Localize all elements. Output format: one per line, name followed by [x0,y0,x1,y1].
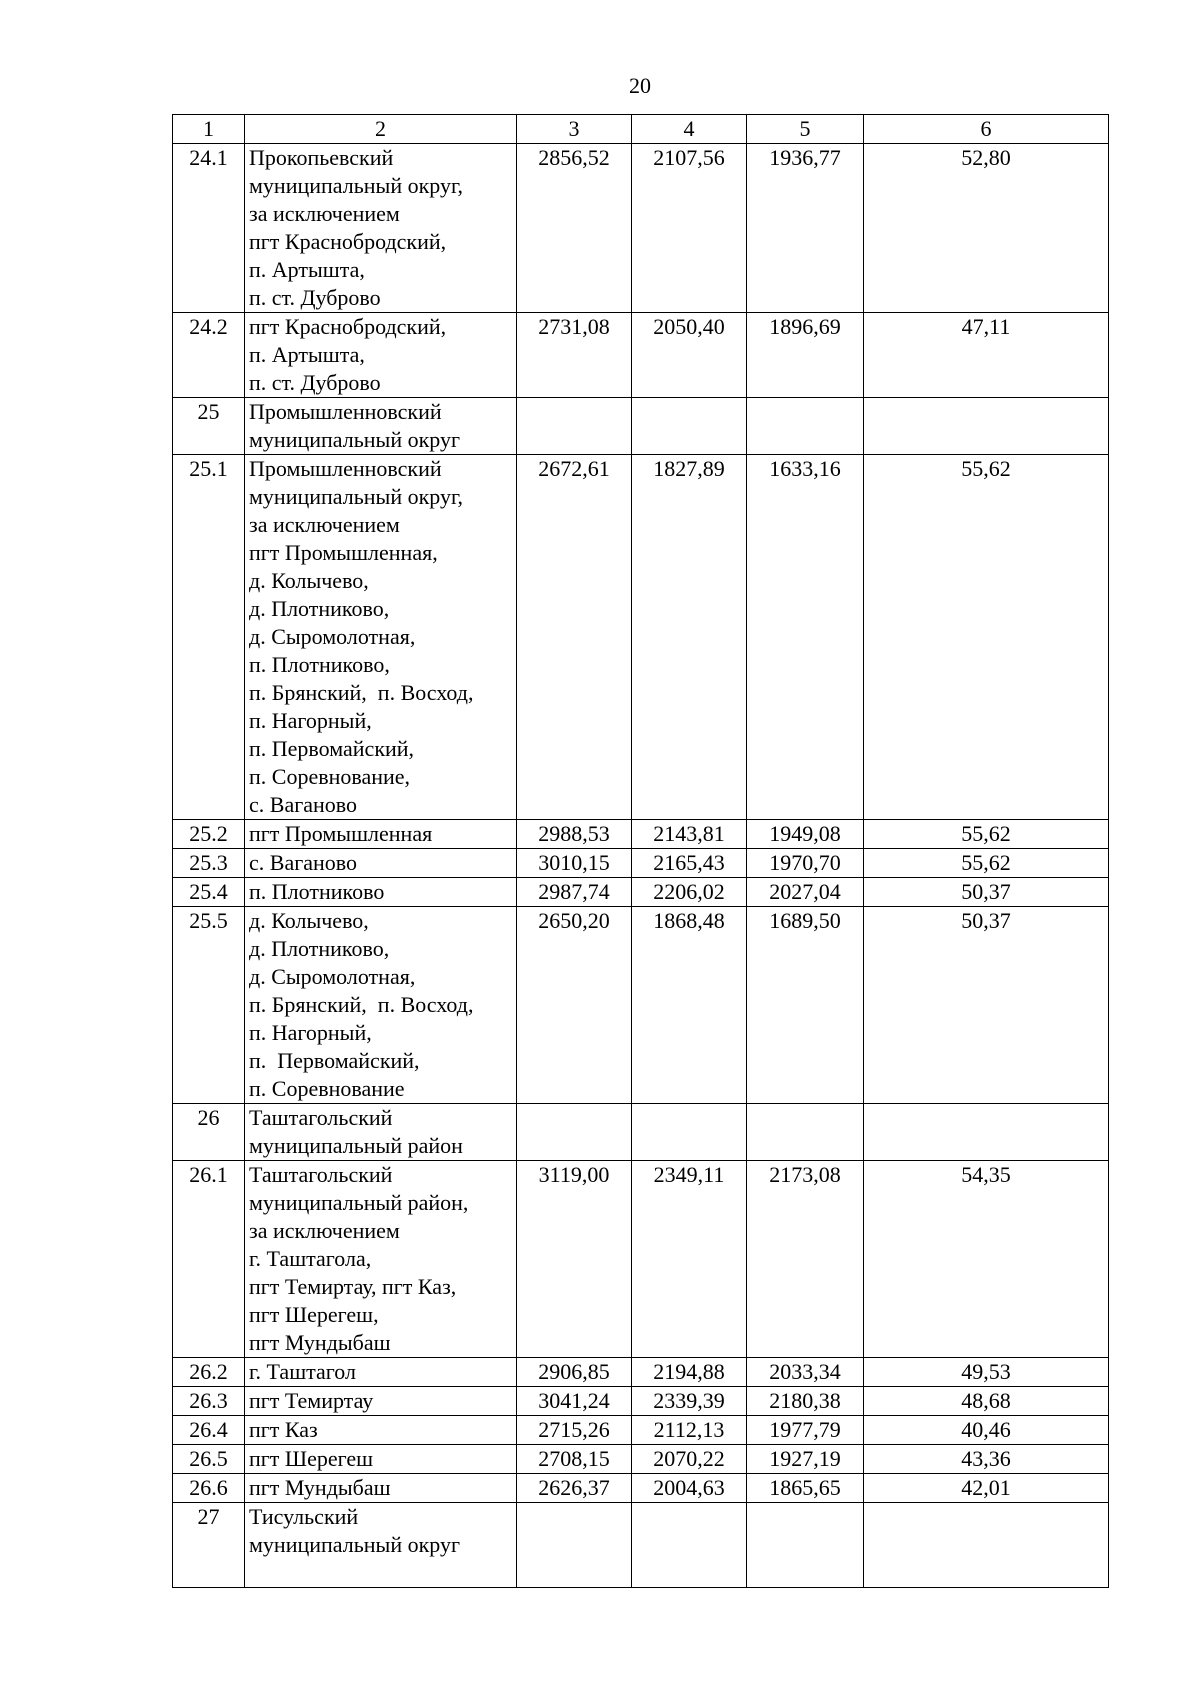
row-number: 24.2 [173,313,245,398]
value-col-6: 50,37 [864,878,1109,907]
territory-name [245,398,517,455]
territory-name-line: д. Плотниково, [249,596,390,621]
value-col-4: 2194,88 [632,1358,747,1387]
value-col-6: 55,62 [864,820,1109,849]
territory-name-line: с. Ваганово [249,792,358,817]
territory-name-line: п. Артышта, [249,342,365,367]
territory-name-line: пгт Темиртау [249,1388,374,1413]
value-col-3: 2650,20 [517,907,632,1104]
value-col-3: 2672,61 [517,455,632,820]
territory-name-line: пгт Краснобродский, [249,314,447,339]
territory-name [245,1503,517,1588]
territory-name-line: п. ст. Дуброво [249,285,381,310]
value-col-6: 40,46 [864,1416,1109,1445]
column-number-row [173,115,1109,144]
row-number: 26 [173,1104,245,1161]
value-col-3: 2987,74 [517,878,632,907]
row-number: 26.5 [173,1445,245,1474]
value-col-3: 2626,37 [517,1474,632,1503]
territory-name-line: п. Артышта, [249,257,365,282]
row-number: 26.4 [173,1416,245,1445]
value-col-5 [747,1503,864,1588]
value-col-6 [864,1503,1109,1588]
row-number: 26.6 [173,1474,245,1503]
value-col-5: 1927,19 [747,1445,864,1474]
value-col-6: 50,37 [864,907,1109,1104]
column-number: 5 [747,115,864,144]
value-col-6: 54,35 [864,1161,1109,1358]
value-col-5: 1896,69 [747,313,864,398]
territory-name-line: муниципальный район, [249,1190,469,1215]
row-number: 25.4 [173,878,245,907]
row-number: 25 [173,398,245,455]
value-col-6: 55,62 [864,849,1109,878]
territory-name-line: п. Первомайский, [249,736,415,761]
territory-name-line: Таштагольский [249,1162,393,1187]
column-number: 4 [632,115,747,144]
territory-name-line: муниципальный округ [249,427,461,452]
territory-name [245,144,517,313]
value-col-4 [632,1503,747,1588]
territory-name-line: муниципальный округ [249,1532,461,1557]
value-col-6: 43,36 [864,1445,1109,1474]
value-col-5: 1689,50 [747,907,864,1104]
territory-name-line: д. Сыромолотная, [249,624,416,649]
value-col-4: 2050,40 [632,313,747,398]
table-row [173,878,1109,907]
table-row [173,144,1109,313]
territory-name-line: муниципальный район [249,1133,463,1158]
page-number: 20 [629,73,651,98]
territory-name-line: Промышленновский [249,456,442,481]
value-col-3: 2906,85 [517,1358,632,1387]
table-row [173,455,1109,820]
territory-name-line: д. Плотниково, [249,936,390,961]
territory-name-line: пгт Темиртау, пгт Каз, [249,1274,457,1299]
territory-name-line: п. Первомайский, [249,1048,420,1073]
territory-name-line: Промышленновский [249,399,442,424]
value-col-5 [747,398,864,455]
value-col-5: 1970,70 [747,849,864,878]
territory-name-line: с. Ваганово [249,850,358,875]
value-col-5: 2180,38 [747,1387,864,1416]
territory-name-line: д. Колычево, [249,568,369,593]
table-body [173,115,1109,1588]
territory-name-line: пгт Мундыбаш [249,1475,391,1500]
value-col-3: 3010,15 [517,849,632,878]
territory-name-line: п. ст. Дуброво [249,370,381,395]
territory-name-line: п. Брянский, п. Восход, [249,992,474,1017]
territory-name [245,1416,517,1445]
territory-name-line: Тисульский [249,1504,359,1529]
territory-name-line: муниципальный округ, [249,173,464,198]
row-number: 25.2 [173,820,245,849]
table-row [173,313,1109,398]
territory-name-line [249,1559,512,1587]
value-col-3 [517,1503,632,1588]
territory-name-line: д. Колычево, [249,908,369,933]
row-number: 25.5 [173,907,245,1104]
table-row [173,398,1109,455]
territory-name-line: д. Сыромолотная, [249,964,416,989]
territory-name-line: пгт Шерегеш [249,1446,374,1471]
table-row [173,1474,1109,1503]
value-col-6: 52,80 [864,144,1109,313]
value-col-4: 2165,43 [632,849,747,878]
value-col-3: 2988,53 [517,820,632,849]
value-col-5: 2173,08 [747,1161,864,1358]
territory-name [245,1474,517,1503]
value-col-6: 47,11 [864,313,1109,398]
territory-name [245,1104,517,1161]
value-col-4: 1868,48 [632,907,747,1104]
table-row [173,1161,1109,1358]
value-col-5 [747,1104,864,1161]
value-col-3: 3041,24 [517,1387,632,1416]
value-col-6 [864,1104,1109,1161]
value-col-5: 2033,34 [747,1358,864,1387]
territory-name [245,907,517,1104]
value-col-4: 2004,63 [632,1474,747,1503]
value-col-4: 2143,81 [632,820,747,849]
territory-name [245,1445,517,1474]
territory-name-line: за исключением [249,512,400,537]
territory-name-line: п. Нагорный, [249,708,372,733]
table-row [173,1503,1109,1588]
value-col-5: 1936,77 [747,144,864,313]
value-col-3 [517,398,632,455]
territory-name-line: муниципальный округ, [249,484,464,509]
table-row [173,1358,1109,1387]
row-number: 26.1 [173,1161,245,1358]
territory-name-line: г. Таштагола, [249,1246,372,1271]
value-col-6: 42,01 [864,1474,1109,1503]
territory-name [245,1358,517,1387]
territory-name-line: п. Плотниково, [249,652,390,677]
value-col-5: 1633,16 [747,455,864,820]
value-col-3: 2708,15 [517,1445,632,1474]
territory-name-line: п. Соревнование [249,1076,405,1101]
value-col-6 [864,398,1109,455]
row-number: 26.2 [173,1358,245,1387]
territory-name-line: пгт Промышленная, [249,540,438,565]
territory-name-line: г. Таштагол [249,1359,356,1384]
territory-name [245,878,517,907]
column-number: 3 [517,115,632,144]
value-col-5: 1949,08 [747,820,864,849]
territory-name-line: Таштагольский [249,1105,393,1130]
territory-name-line: за исключением [249,201,400,226]
territory-name-line: пгт Каз [249,1417,318,1442]
value-col-6: 55,62 [864,455,1109,820]
table-row [173,1416,1109,1445]
value-col-5: 1865,65 [747,1474,864,1503]
territory-name-line: пгт Промышленная [249,821,433,846]
territory-name-line: пгт Мундыбаш [249,1330,391,1355]
column-number: 2 [245,115,517,144]
territory-name [245,820,517,849]
value-col-4: 2206,02 [632,878,747,907]
territory-name-line: за исключением [249,1218,400,1243]
table-row [173,1387,1109,1416]
row-number: 24.1 [173,144,245,313]
value-col-4: 2070,22 [632,1445,747,1474]
territory-name [245,849,517,878]
value-col-6: 48,68 [864,1387,1109,1416]
table-row [173,1104,1109,1161]
value-col-4 [632,398,747,455]
value-col-4: 2349,11 [632,1161,747,1358]
territory-name [245,1161,517,1358]
tariff-table [172,114,1109,1588]
value-col-4: 2339,39 [632,1387,747,1416]
value-col-3: 3119,00 [517,1161,632,1358]
value-col-4: 1827,89 [632,455,747,820]
territory-name-line: п. Брянский, п. Восход, [249,680,474,705]
value-col-3: 2715,26 [517,1416,632,1445]
value-col-4: 2112,13 [632,1416,747,1445]
row-number: 25.1 [173,455,245,820]
value-col-3 [517,1104,632,1161]
territory-name-line: п. Соревнование, [249,764,411,789]
row-number: 27 [173,1503,245,1588]
territory-name-line: пгт Шерегеш, [249,1302,379,1327]
territory-name [245,1387,517,1416]
table-row [173,1445,1109,1474]
row-number: 25.3 [173,849,245,878]
value-col-3: 2856,52 [517,144,632,313]
value-col-4: 2107,56 [632,144,747,313]
column-number: 6 [864,115,1109,144]
table-row [173,849,1109,878]
territory-name-line: п. Нагорный, [249,1020,372,1045]
territory-name-line: пгт Краснобродский, [249,229,447,254]
value-col-4 [632,1104,747,1161]
value-col-6: 49,53 [864,1358,1109,1387]
territory-name-line: Прокопьевский [249,145,394,170]
territory-name-line: п. Плотниково [249,879,385,904]
table-row [173,907,1109,1104]
territory-name [245,313,517,398]
row-number: 26.3 [173,1387,245,1416]
value-col-5: 2027,04 [747,878,864,907]
territory-name [245,455,517,820]
value-col-5: 1977,79 [747,1416,864,1445]
column-number: 1 [173,115,245,144]
table-row [173,820,1109,849]
value-col-3: 2731,08 [517,313,632,398]
